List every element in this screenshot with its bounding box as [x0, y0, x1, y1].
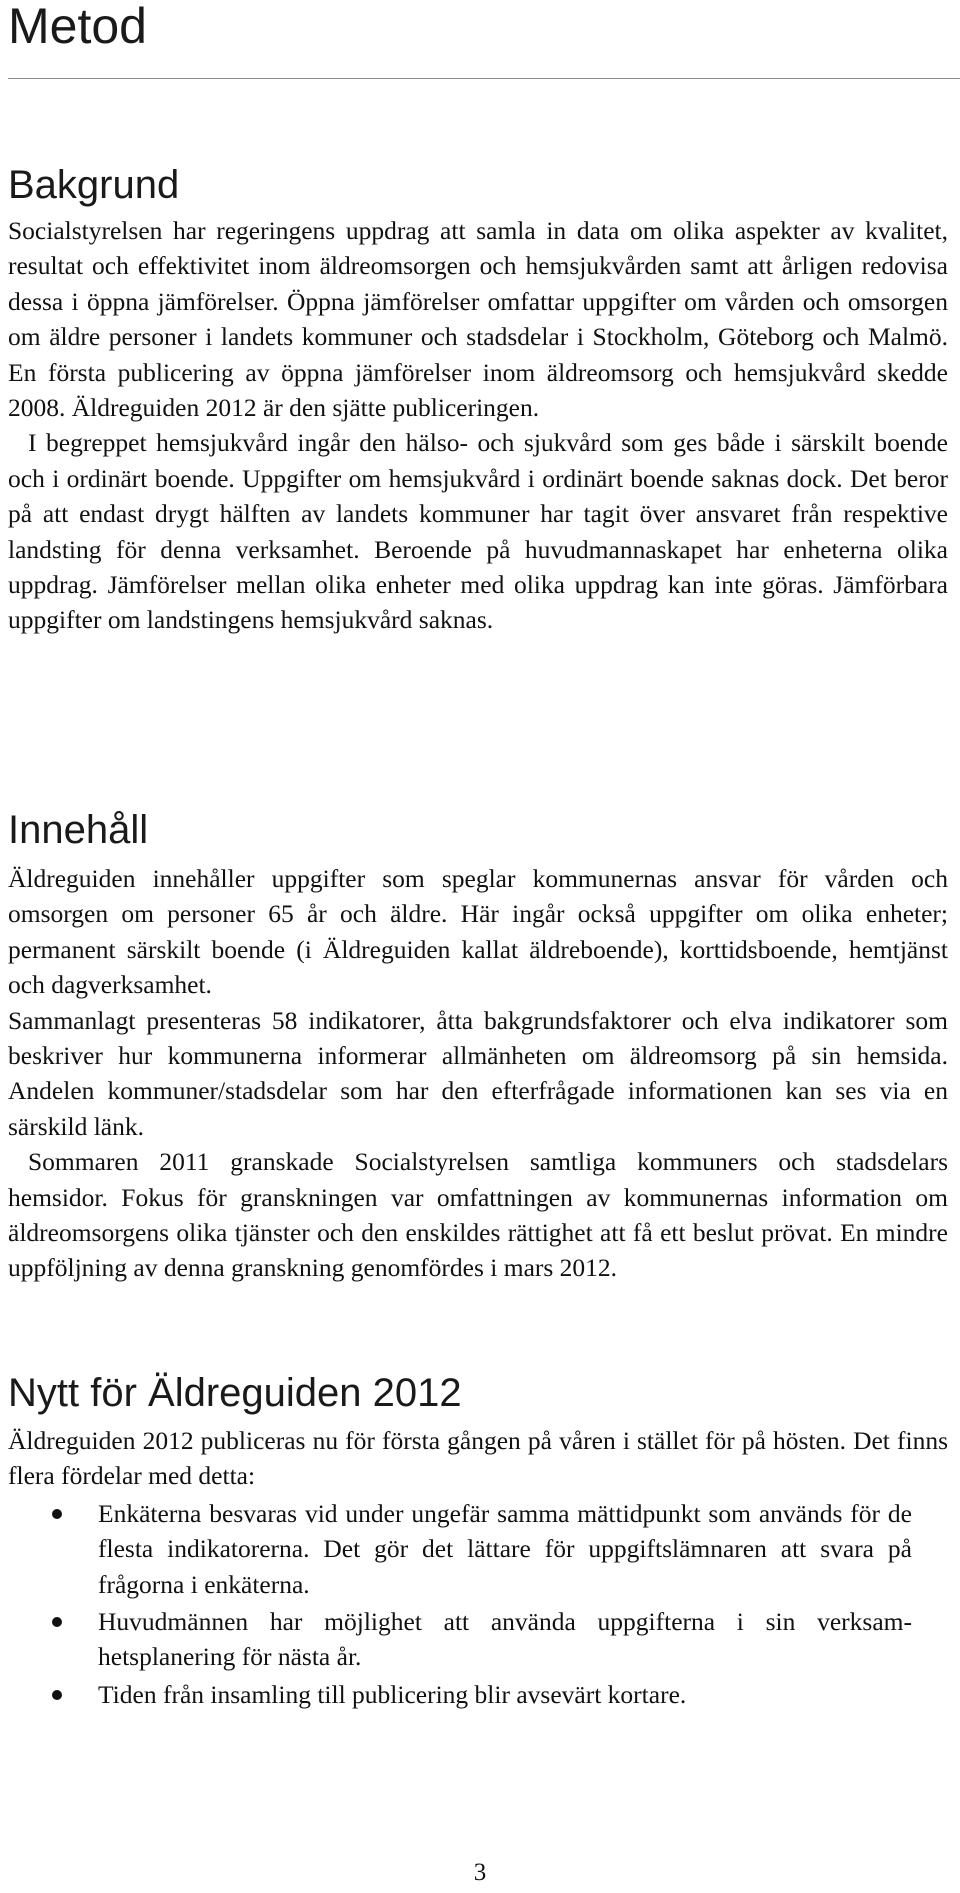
page-number: 3: [473, 1859, 487, 1886]
list-item: [8, 1496, 948, 1602]
paragraph: Äldreguiden 2012 publiceras nu för första gången på våren i stället för på hösten. Det finns flera fördelar med detta:: [8, 1426, 948, 1491]
paragraph: Sommaren 2011 granskade Socialstyrelsen samtliga kommuners och stadsdelars hemsidor. Fokus för granskningen var omfattningen av kommunernas information om äldreomsorgens olika tjänster och den enskildes rättighet att få ett beslut prövat. En mindre uppföljning av denna granskning genomfördes i mars 2012.: [8, 1147, 948, 1283]
section-heading-nytt: Nytt för Äldreguiden 2012: [8, 1371, 462, 1415]
paragraph: Sammanlagt presenteras 58 indikatorer, åtta bakgrundsfaktorer och elva indikatorer som beskriver hur kommunerna informerar allmänheten om äldreomsorg på sin hemsida. Andelen kommuner/stadsdelar som har den efterfrågade informationen kan ses via en särskild länk.: [8, 1005, 948, 1141]
section-bakgrund: [8, 160, 948, 638]
page-title: Metod: [8, 0, 147, 54]
list-item-text: Huvudmännen har möjlighet att använda uppgifterna i sin verksamhetsplanering för nästa år.: [98, 1607, 912, 1672]
list-item: [8, 1677, 948, 1712]
list-item: [8, 1604, 948, 1675]
section-innehall: [8, 805, 948, 1286]
section-heading-bakgrund: Bakgrund: [8, 163, 180, 207]
paragraph: Socialstyrelsen har regeringens uppdrag att samla in data om olika aspekter av kvalitet, resultat och effektivitet inom äldreomsorgen och hemsjukvården samt att årligen redovisa dessa i öppna jämförelser. Öppna jämförelser omfattar uppgifter om vården och omsorgen om äldre personer i landets kommuner och stadsdelar i Stockholm, Göteborg och Malmö. En första publicering av öppna jämförelser inom äldreomsorg och hemsjukvård skedde 2008. Äldreguiden 2012 är den sjätte publiceringen.: [8, 216, 948, 423]
bullet-icon: [52, 1617, 62, 1627]
list-item-text: Enkäterna besvaras vid under ungefär samma mättidpunkt som används för de flesta indikatorerna. Det gör det lättare för uppgiftslämnaren att svara på frågorna i enkäterna.: [98, 1498, 912, 1599]
paragraph: I begreppet hemsjukvård ingår den hälso- och sjukvård som ges både i särskilt boende och i ordinärt boende. Uppgifter om hemsjukvård i ordinärt boende saknas dock. Det beror på att endast drygt hälften av landets kommuner har tagit över ansvaret från respektive landsting för denna verksamhet. Beroende på huvudmannaskapet har enheterna olika uppdrag. Jämförelser mellan olika enheter med olika uppdrag kan inte göras. Jämförbara uppgifter om landstingens hemsjukvård saknas.: [8, 428, 948, 635]
bullet-icon: [52, 1509, 62, 1519]
paragraph: Äldreguiden innehåller uppgifter som speglar kommunernas ansvar för vården och omsorgen om personer 65 år och äldre. Här ingår också uppgifter om olika enheter; permanent särskilt boende (i Äldreguiden kallat äldreboende), korttidsboende, hemtjänst och dagverksamhet.: [8, 864, 948, 1000]
list-item-text: Tiden från insamling till publicering blir avsevärt kortare.: [98, 1679, 687, 1709]
bullet-icon: [52, 1690, 62, 1700]
section-heading-innehall: Innehåll: [8, 808, 149, 852]
section-nytt: [8, 1368, 948, 1714]
bullet-list: [8, 1496, 948, 1712]
title-divider: [8, 78, 960, 79]
